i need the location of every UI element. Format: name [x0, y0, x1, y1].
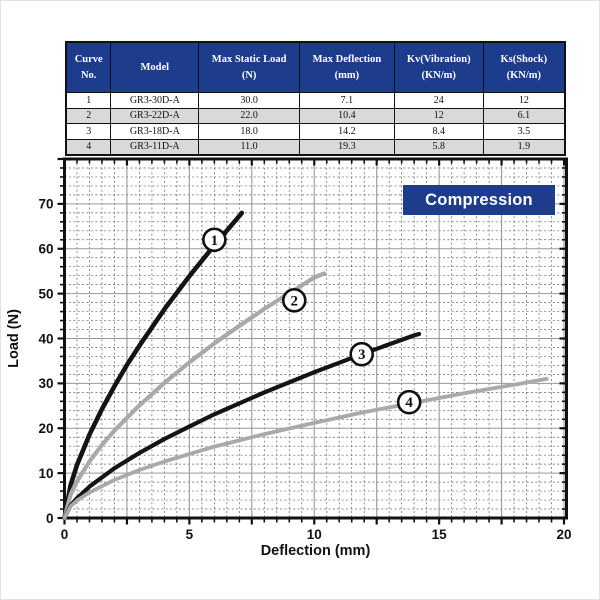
col-header-3: Max Deflection (mm): [300, 42, 395, 93]
table-cell: 10.4: [300, 108, 395, 124]
y-axis-title: Load (N): [6, 309, 22, 368]
table-cell: 19.3: [300, 139, 395, 155]
compression-chart: [1, 1, 600, 600]
table-cell: GR3-22D-A: [111, 108, 199, 124]
svg-text:60: 60: [38, 241, 54, 257]
y-tick-labels: [38, 197, 53, 526]
table-cell: 12: [394, 108, 483, 124]
svg-text:5: 5: [185, 527, 194, 542]
svg-text:1: 1: [210, 232, 219, 249]
table-cell: 22.0: [199, 108, 300, 124]
table-cell: 12: [483, 93, 565, 109]
table-cell: 1.9: [483, 139, 565, 155]
svg-text:10: 10: [306, 527, 322, 542]
x-tick-labels: [61, 527, 572, 542]
table-cell: 11.0: [199, 139, 300, 155]
table-cell: GR3-11D-A: [111, 139, 199, 155]
table-cell: GR3-18D-A: [111, 124, 199, 140]
curve-2: [65, 273, 325, 518]
table-cell: 6.1: [483, 108, 565, 124]
table-cell: GR3-30D-A: [111, 93, 199, 109]
table-cell: 1: [66, 93, 111, 109]
table-cell: 4: [66, 139, 111, 155]
col-header-0: Curve No.: [66, 42, 111, 93]
svg-text:15: 15: [431, 527, 447, 542]
svg-text:30: 30: [38, 376, 54, 392]
col-header-4: Kv(Vibration) (KN/m): [394, 42, 483, 93]
curve-label-4: [398, 391, 420, 413]
col-header-5: Ks(Shock) (KN/m): [483, 42, 565, 93]
curve-label-2: [283, 289, 305, 311]
x-axis-title: Deflection (mm): [260, 543, 371, 559]
table-cell: 3: [66, 124, 111, 140]
curve-label-3: [351, 343, 373, 365]
table-cell: 7.1: [300, 93, 395, 109]
svg-text:50: 50: [38, 286, 54, 302]
svg-text:3: 3: [357, 347, 366, 364]
col-header-1: Model: [111, 42, 199, 93]
curve-label-1: [203, 229, 225, 251]
table-cell: 8.4: [394, 124, 483, 140]
table-cell: 2: [66, 108, 111, 124]
svg-text:40: 40: [38, 331, 54, 347]
svg-text:20: 20: [556, 527, 572, 542]
svg-text:0: 0: [60, 527, 69, 542]
svg-text:4: 4: [405, 395, 413, 412]
table-cell: 18.0: [199, 124, 300, 140]
col-header-2: Max Static Load (N): [199, 42, 300, 93]
curve-4: [65, 379, 547, 518]
compression-badge: Compression: [403, 185, 555, 215]
table-cell: 3.5: [483, 124, 565, 140]
table-cell: 14.2: [300, 124, 395, 140]
table-cell: 30.0: [199, 93, 300, 109]
svg-text:10: 10: [38, 465, 54, 481]
svg-text:70: 70: [38, 196, 54, 212]
svg-text:2: 2: [290, 293, 299, 310]
table-cell: 24: [394, 93, 483, 109]
table-cell: 5.8: [394, 139, 483, 155]
svg-text:20: 20: [38, 421, 54, 437]
svg-text:0: 0: [45, 510, 54, 526]
